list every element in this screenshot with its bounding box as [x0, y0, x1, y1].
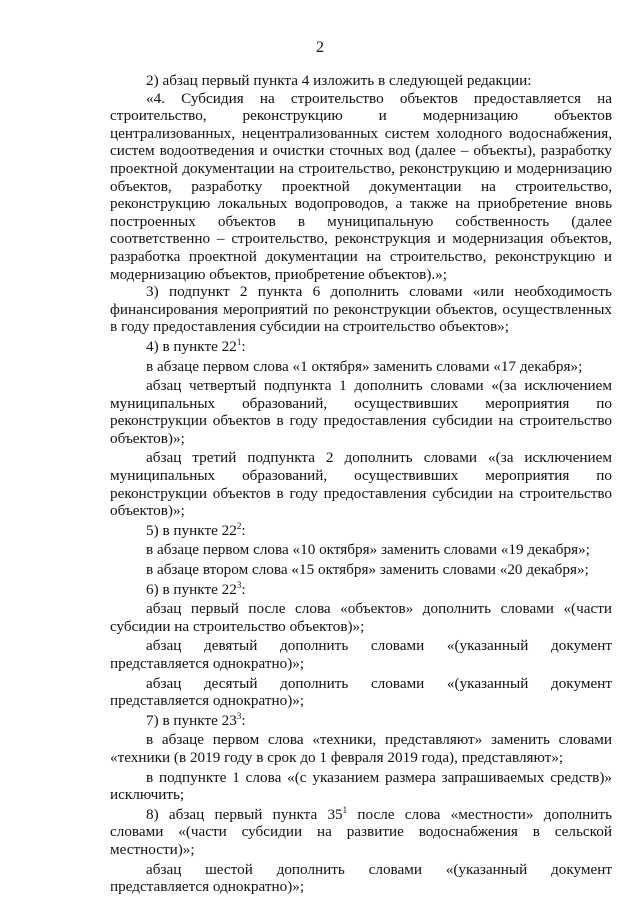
paragraph: абзац шестой дополнить словами «(указанный документ представляется однократно)»;: [110, 860, 612, 896]
paragraph: 3) подпункт 2 пункта 6 дополнить словами «или необходимость финансирования мероприятий по реконструкции объектов, осуществленных в году предоставления субсидии на строительство объектов»;: [110, 283, 612, 336]
superscript: 1: [236, 336, 242, 347]
superscript: 3: [236, 710, 242, 721]
paragraph: в абзаце первом слова «1 октября» заменить словами «17 декабря»;: [146, 357, 583, 375]
paragraph: абзац десятый дополнить словами «(указанный документ представляется однократно)»;: [110, 674, 612, 710]
superscript: 1: [342, 804, 348, 815]
paragraph: «4. Субсидия на строительство объектов предоставляется на строительство, реконструкцию и модернизацию объектов централизованных, нецентрализованных систем холодного водоснабжения, систем водоотведения и очистки сточных вод (далее – объекты), разработку проектной документации на строительство, реконструкцию и модернизацию объектов, разработку проектной документации на строительство, реконструкцию локальных водопроводов, а также на приобретение вновь построенных объектов в муниципальную собственность (далее соответственно – строительство, реконструкция и модернизация объектов, разработка проектной документации на строительство, реконструкцию и модернизацию объектов, приобретение объектов).»;: [110, 89, 612, 283]
paragraph: абзац первый после слова «объектов» дополнить словами «(части субсидии на строительство объектов)»;: [110, 600, 612, 635]
paragraph: в абзаце первом слова «10 октября» заменить словами «19 декабря»;: [146, 541, 590, 559]
paragraph: в подпункте 1 слова «(с указанием размера запрашиваемых средств)» исключить;: [110, 768, 612, 804]
paragraph: 7) в пункте $23^3$:: [146, 710, 246, 729]
paragraph: 6) в пункте $22^3$:: [146, 579, 246, 598]
page-number: 2: [316, 39, 324, 56]
paragraph: 4) в пункте $22^1$:: [146, 336, 246, 355]
paragraph: абзац четвертый подпункта 1 дополнить словами «(за исключением муниципальных образований, осуществивших мероприятия по реконструкции объектов в году предоставления субсидии на строительство объектов)»;: [110, 377, 612, 447]
paragraph: абзац девятый дополнить словами «(указанный документ представляется однократно)»;: [110, 637, 612, 672]
paragraph: 2) абзац первый пункта 4 изложить в следующей редакции:: [146, 72, 532, 89]
paragraph: 5) в пункте $22^2$:: [146, 520, 246, 539]
paragraph: в абзаце первом слова «техники, представляют» заменить словами «техники (в 2019 году в срок до 1 февраля 2019 года), представляют»;: [110, 731, 612, 766]
document-body: [110, 72, 612, 896]
superscript: 3: [236, 579, 242, 590]
paragraph: в абзаце втором слова «15 октября» заменить словами «20 декабря»;: [146, 561, 589, 579]
superscript: 2: [236, 520, 242, 531]
paragraph: 8) абзац первый пункта $35^1$ после слова «местности» дополнить словами «(части субсидии на развитие водоснабжения в сельской местности)»;: [110, 804, 612, 858]
paragraph: абзац третий подпункта 2 дополнить словами «(за исключением муниципальных образований, осуществивших мероприятия по реконструкции объектов в году предоставления субсидии на строительство объектов)»;: [110, 449, 612, 520]
